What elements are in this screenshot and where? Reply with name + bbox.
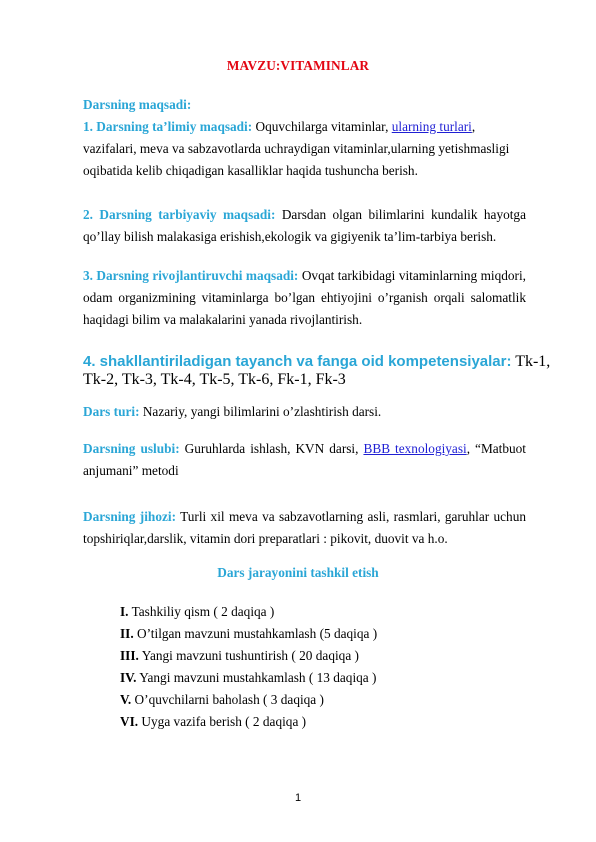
document-title: MAVZU:VITAMINLAR [226, 58, 370, 73]
list-item [120, 645, 520, 667]
list-item [120, 711, 520, 733]
jihozi-label: Darsning jihozi: [83, 509, 176, 524]
talimiy-paragraph [83, 116, 526, 182]
lesson-steps-list [120, 601, 520, 733]
step-number: III. [120, 648, 139, 663]
step-text: Yangi mavzuni tushuntirish ( 20 daqiqa ) [138, 648, 359, 663]
kompetensiya-paragraph [83, 353, 553, 389]
rivojlantiruvchi-paragraph [83, 265, 526, 331]
jihozi-text: Turli xil meva va sabzavotlarning asli, rasmlari, garuhlar uchun topshiriqlar,darslik, vitamin dori preparatlari : pikovit, duovit va h.o. [83, 509, 526, 546]
list-item [120, 667, 520, 689]
talimiy-text-before: Oquvchilarga vitaminlar, [252, 119, 392, 134]
step-text: Tashkiliy qism ( 2 daqiqa ) [128, 604, 275, 619]
bbb-texnologiyasi-link[interactable]: BBB texnologiyasi [363, 441, 467, 456]
maqsad-heading [83, 94, 526, 116]
step-number: II. [120, 626, 134, 641]
tarbiyaviy-paragraph [83, 204, 526, 248]
step-text: O’tilgan mavzuni mustahkamlash (5 daqiqa ) [133, 626, 378, 641]
dars-turi-label: Dars turi: [83, 404, 140, 419]
list-item [120, 623, 520, 645]
rivojlantiruvchi-label: 3. Darsning rivojlantiruvchi maqsadi: [83, 268, 299, 283]
maqsad-heading-label: Darsning maqsadi: [83, 97, 192, 112]
list-item [120, 689, 520, 711]
dars-turi-text: Nazariy, yangi bilimlarini o’zlashtirish darsi. [139, 404, 382, 419]
step-number: IV. [120, 670, 137, 685]
kompetensiya-text: Tk-1, Tk-2, Tk-3, Tk-4, Tk-5, Tk-6, Fk-1, Fk-3 [83, 353, 551, 388]
step-number: VI. [120, 714, 139, 729]
kompetensiya-label: 4. shakllantiriladigan tayanch va fanga oid kompetensiyalar: [83, 353, 512, 370]
step-text: Uyga vazifa berish ( 2 daqiqa ) [138, 714, 307, 729]
step-text: O’quvchilarni baholash ( 3 daqiqa ) [131, 692, 324, 707]
step-number: I. [120, 604, 129, 619]
list-item [120, 601, 520, 623]
tarbiyaviy-label: 2. Darsning tarbiyaviy maqsadi: [83, 207, 276, 222]
talimiy-text-after: , vazifalari, meva va sabzavotlarda uchraydigan vitaminlar,ularning yetishmasligi oqibatida kelib chiqadigan kasalliklar haqida tushuncha berish. [83, 119, 510, 178]
ularning-turlari-link[interactable]: ularning turlari [391, 119, 472, 134]
rivojlantiruvchi-text: Ovqat tarkibidagi vitaminlarning miqdori, odam organizmining vitaminlarga bo’lgan ehtiyojini o’rganish orqali salomatlik haqidagi bilim va malakalarini yanada rivojlantirish. [83, 268, 526, 327]
tarbiyaviy-text: Darsdan olgan bilimlarini kundalik hayotga qo’llay bilish malakasiga erishish,ekologik va gigiyenik ta’lim-tarbiya berish. [83, 207, 526, 244]
uslubi-paragraph [83, 438, 526, 482]
talimiy-label: 1. Darsning ta’limiy maqsadi: [83, 119, 253, 134]
uslubi-label: Darsning uslubi: [83, 441, 180, 456]
page-number: 1 [294, 792, 302, 804]
uslubi-text-after: , “Matbuot anjumani” metodi [83, 441, 527, 478]
uslubi-text-before: Guruhlarda ishlash, KVN darsi, [179, 441, 364, 456]
dars-turi-paragraph [83, 401, 526, 423]
section-title: Dars jarayonini tashkil etish [217, 565, 379, 580]
jihozi-paragraph [83, 506, 526, 550]
step-number: V. [120, 692, 132, 707]
step-text: Yangi mavzuni mustahkamlash ( 13 daqiqa ) [136, 670, 377, 685]
